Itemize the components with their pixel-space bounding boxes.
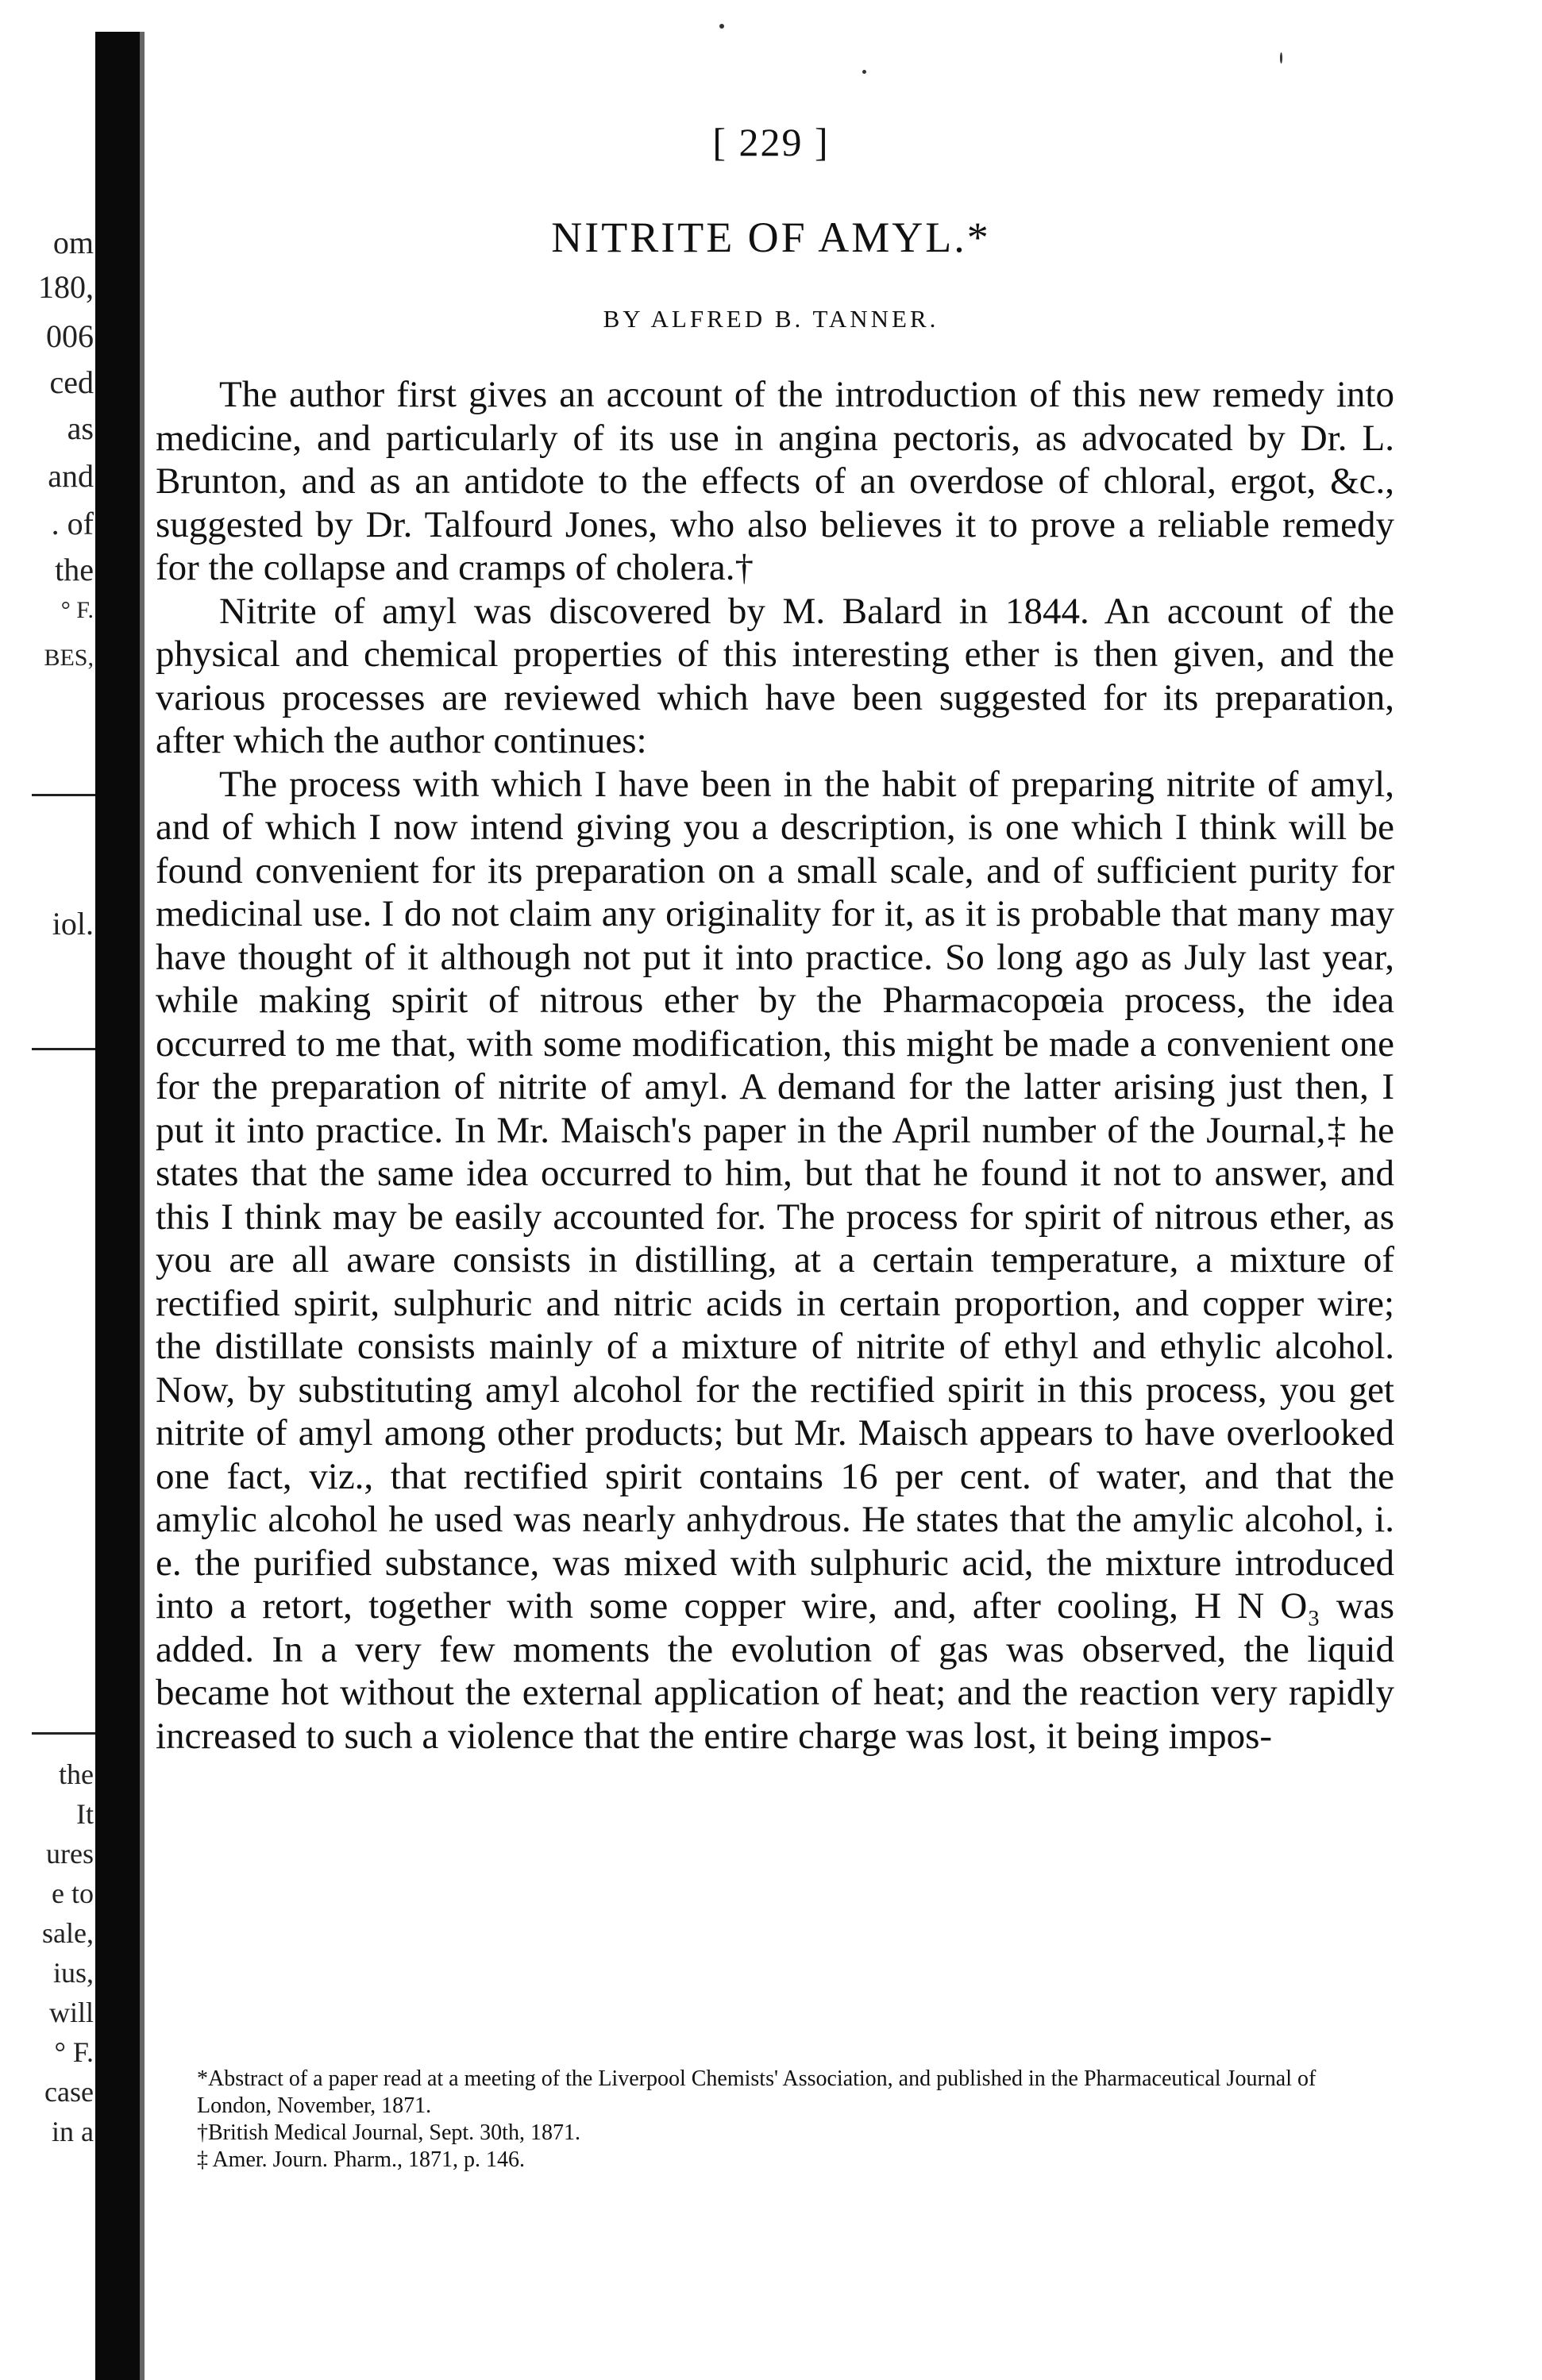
gutter-fragment: . of [51,506,94,541]
gutter-fragment: the [55,552,94,587]
article-body [156,373,1394,1758]
scan-speck [862,70,866,74]
gutter-fragment: BES, [44,645,94,671]
footnote: †British Medical Journal, Sept. 30th, 1871. [197,2120,580,2145]
page-number: [ 229 ] [712,120,830,164]
gutter-fragment: ° F. [60,597,94,623]
scan-speck [1280,52,1282,64]
author-byline: BY ALFRED B. TANNER. [603,305,939,333]
article-title: NITRITE OF AMYL.* [551,214,991,261]
gutter-fragment: e to [52,1877,94,1909]
paragraph: Nitrite of amyl was discovered by M. Balard in 1844. An account of the physical and chemical properties of this interesting ether is then given, and the various processes are reviewed which have been suggested for its preparation, after which the author continues: [156,590,1394,761]
gutter-fragment: as [67,410,94,446]
scan-speck [719,24,724,29]
footnote: ‡ Amer. Journ. Pharm., 1871, p. 146. [197,2147,525,2172]
gutter-fragment: ced [49,364,94,400]
gutter-fragment: will [48,1997,94,2028]
footnotes [156,2066,1394,2174]
gutter-rule [32,794,95,796]
gutter-fragment: 006 [46,318,94,354]
gutter-fragment: ius, [52,1957,94,1989]
gutter-fragment: case [44,2076,94,2108]
binding-shadow [95,32,140,2380]
paragraph: The author first gives an account of the introduction of this new remedy into medicine, and particularly of its use in angina pectoris, as advocated by Dr. L. Brunton, and as an antidote to the effects of an overdose of chloral, ergot, &c., suggested by Dr. Talfourd Jones, who also believes it to prove a reliable remedy for the collapse and cramps of cholera.† [156,374,1394,588]
gutter-fragment: om [52,225,94,260]
gutter-fragment: in a [52,2116,94,2147]
gutter-fragment: the [59,1758,94,1790]
gutter-fragment: iol. [52,906,94,942]
gutter-fragment: sale, [42,1917,94,1949]
gutter-rule [32,1732,95,1735]
gutter-fragment: It [76,1798,94,1830]
gutter-fragment: and [48,458,94,494]
footnote: *Abstract of a paper read at a meeting of the Liverpool Chemists' Association, and published in the Pharmaceutical Journal of London, November, 1871. [197,2066,1316,2118]
gutter-fragment: 180, [38,269,94,305]
gutter-fragment: ° F. [54,2036,94,2068]
gutter-rule [32,1048,95,1050]
gutter-fragment: ures [46,1838,94,1870]
paragraph: The process with which I have been in the habit of preparing nitrite of amyl, and of which I now intend giving you a description, is one which I think will be found convenient for its preparation on a small scale, and of sufficient purity for medicinal use. I do not claim any originality for it, as it is probable that many may have thought of it although not put it into practice. So long ago as July last year, while making spirit of nitrous ether by the Pharmacopœia process, the idea occurred to me that, with some modification, this might be made a convenient one for the preparation of nitrite of amyl. A demand for the latter arising just then, I put it into practice. In Mr. Maisch's paper in the April number of the Journal,‡ he states that the same idea occurred to him, but that he found it not to answer, and this I think may be easily accounted for. The process for spirit of nitrous ether, as you are all aware consists in distilling, at a certain temperature, a mixture of rectified spirit, sulphuric and nitric acids in certain proportion, and copper wire; the distillate consists mainly of a mixture of nitrite of ethyl and ethylic alcohol. Now, by substituting amyl alcohol for the rectified spirit in this process, you get nitrite of amyl among other products; but Mr. Maisch appears to have overlooked one fact, viz., that rectified spirit contains 16 per cent. of water, and that the amylic alcohol he used was nearly anhydrous. He states that the amylic alcohol, i. e. the purified substance, was mixed with sulphuric acid, the mixture introduced into a retort, together with some copper wire, and, after cooling, H N O₃ was added. In a very few moments the evolution of gas was observed, the liquid became hot without the external application of heat; and the reaction very rapidly increased to such a violence that the entire charge was lost, it being impos- [156,763,1394,1757]
binding-edge [140,32,145,2380]
